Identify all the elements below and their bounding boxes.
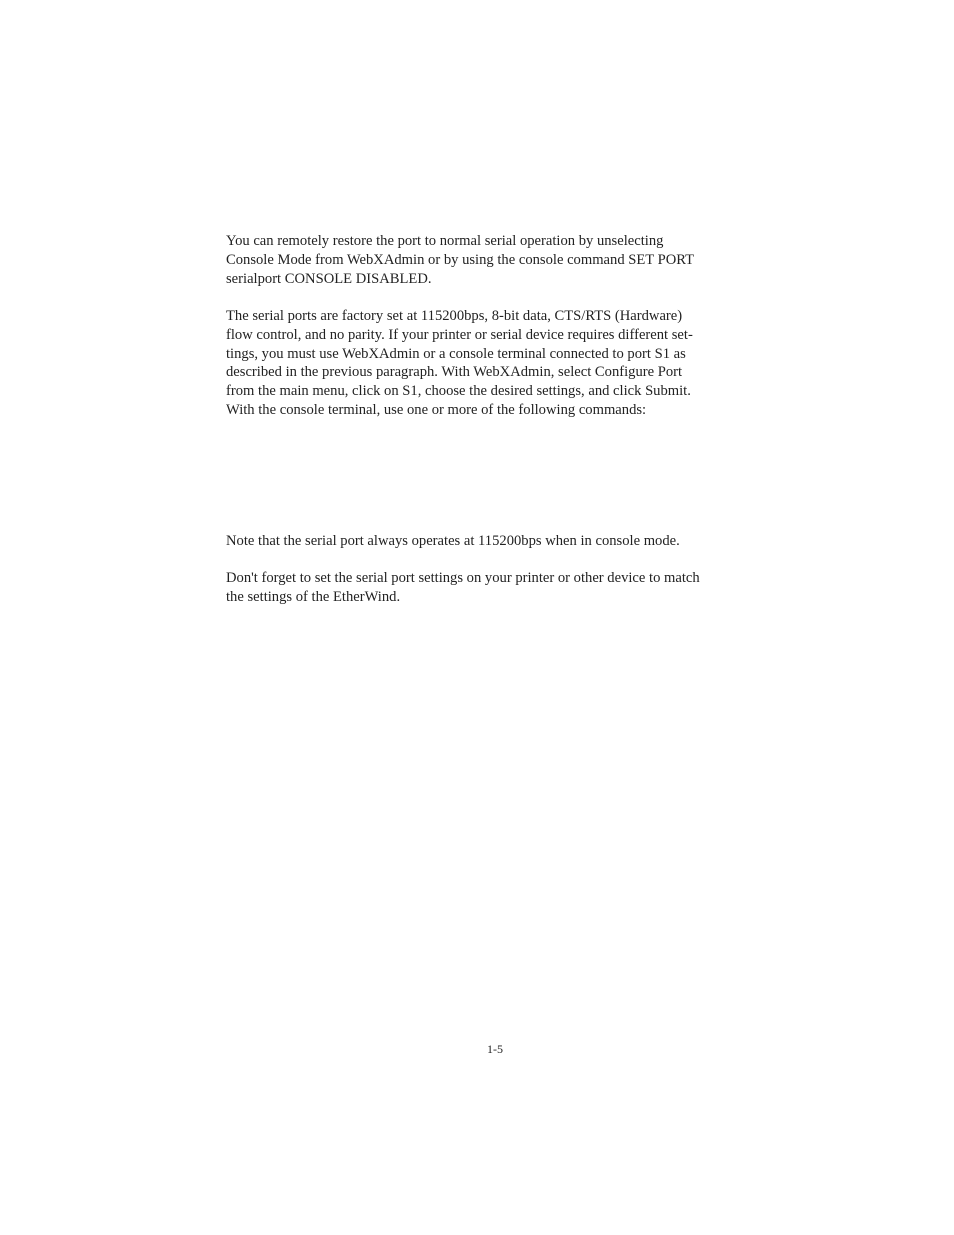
page-number: 1-5: [487, 1042, 503, 1056]
text-line: The serial ports are factory set at 115200bps, 8-bit data, CTS/RTS (Hardware): [226, 308, 683, 324]
text-line: Console Mode from WebXAdmin or by using the console command SET PORT: [226, 251, 695, 268]
text-line: the settings of the EtherWind.: [226, 588, 401, 605]
paragraph-restore-port: [226, 232, 694, 288]
paragraph-console-mode-note: [226, 532, 680, 551]
text-line: from the main menu, click on S1, choose the desired settings, and click Submit.: [226, 383, 691, 400]
text-line: You can remotely restore the port to normal serial operation by unselecting: [226, 233, 664, 249]
text-line: described in the previous paragraph. With WebXAdmin, select Configure Port: [226, 364, 683, 381]
paragraph-factory-settings: [226, 307, 693, 420]
text-line: flow control, and no parity. If your printer or serial device requires different set-: [226, 326, 693, 343]
text-line: Don't forget to set the serial port settings on your printer or other device to match: [226, 570, 700, 586]
text-line: With the console terminal, use one or more of the following commands:: [226, 401, 647, 418]
paragraph-device-settings-reminder: [226, 569, 700, 607]
text-line: tings, you must use WebXAdmin or a console terminal connected to port S1 as: [226, 345, 686, 362]
text-line: Note that the serial port always operates at 115200bps when in console mode.: [226, 533, 680, 549]
text-line: serialport CONSOLE DISABLED.: [226, 270, 432, 287]
